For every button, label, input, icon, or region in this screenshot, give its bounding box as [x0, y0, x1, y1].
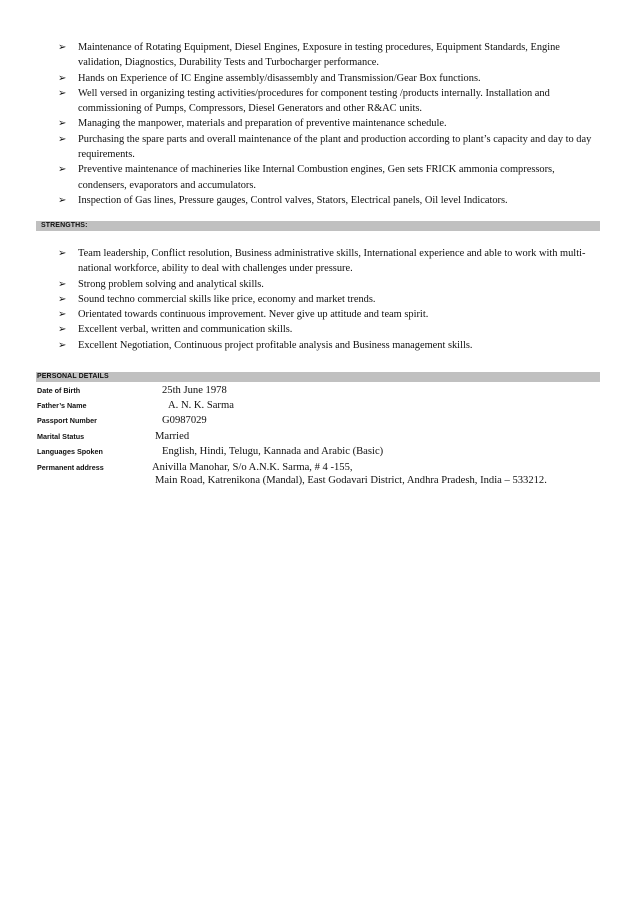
arrow-bullet-icon: ➢	[58, 133, 67, 145]
list-item	[0, 40, 638, 71]
arrow-bullet-icon: ➢	[58, 164, 67, 176]
list-item	[0, 307, 638, 322]
list-item-text: Maintenance of Rotating Equipment, Diesel Engines, Exposure in testing procedures, Equipment Standards, Engine validation, Diagnostics, Durability Tests and Turbocharger performance.	[78, 42, 560, 69]
list-item	[0, 86, 638, 117]
address-line-1: Anivilla Manohar, S/o A.N.K. Sarma, # 4 -155,	[152, 462, 353, 473]
arrow-bullet-icon: ➢	[58, 248, 67, 259]
arrow-bullet-icon: ➢	[58, 194, 67, 206]
arrow-bullet-icon: ➢	[58, 72, 67, 84]
list-item-text: Team leadership, Conflict resolution, Business administrative skills, International experience and able to work with multi-national workforce, ability to deal with challenges under pressure.	[78, 248, 586, 275]
dob-value: 25th June 1978	[162, 385, 227, 396]
arrow-bullet-icon: ➢	[58, 293, 67, 305]
strengths-heading: STRENGTHS:	[41, 222, 88, 229]
address-line-2: Main Road, Katrenikona (Mandal), East Godavari District, Andhra Pradesh, India – 533212.	[155, 475, 547, 486]
passport-value: G0987029	[162, 415, 207, 426]
list-item-text: Strong problem solving and analytical skills.	[78, 278, 264, 290]
list-item	[0, 193, 638, 208]
list-item	[0, 162, 638, 193]
marital-status-label: Marital Status	[37, 432, 85, 441]
list-item	[0, 322, 638, 337]
list-item-text: Excellent verbal, written and communication skills.	[78, 324, 293, 336]
father-name-label: Father’s Name	[37, 401, 87, 410]
list-item	[0, 71, 638, 86]
arrow-bullet-icon: ➢	[58, 339, 67, 351]
father-name-value: A. N. K. Sarma	[168, 400, 234, 411]
marital-status-value: Married	[155, 431, 190, 442]
strengths-heading-bar	[36, 221, 600, 231]
dob-label: Date of Birth	[37, 386, 81, 395]
arrow-bullet-icon: ➢	[58, 87, 67, 99]
list-item-text: Inspection of Gas lines, Pressure gauges, Control valves, Stators, Electrical panels, Oil level Indicators.	[78, 194, 508, 206]
list-item	[0, 246, 638, 277]
list-item-text: Well versed in organizing testing activities/procedures for component testing /products internally. Installation and commissioning of Pumps, Compressors, Diesel Generators and other R&AC units.	[78, 87, 550, 115]
arrow-bullet-icon: ➢	[58, 42, 67, 53]
passport-label: Passport Number	[37, 416, 97, 425]
list-item	[0, 277, 638, 292]
list-item-text: Sound techno commercial skills like price, economy and market trends.	[78, 293, 376, 305]
list-item-text: Excellent Negotiation, Continuous project profitable analysis and Business management skills.	[78, 339, 473, 351]
list-item	[0, 338, 638, 353]
list-item-text: Orientated towards continuous improvement. Never give up attitude and team spirit.	[78, 309, 429, 321]
list-item-text: Preventive maintenance of machineries like Internal Combustion engines, Gen sets FRICK ammonia compressors, condensers, evaporators and accumulators.	[78, 164, 555, 191]
list-item-text: Purchasing the spare parts and overall maintenance of the plant and production according to plant’s capacity and day to day requirements.	[78, 133, 592, 161]
list-item-text: Managing the manpower, materials and preparation of preventive maintenance schedule.	[78, 118, 447, 130]
languages-value: English, Hindi, Telugu, Kannada and Arabic (Basic)	[162, 446, 384, 457]
arrow-bullet-icon: ➢	[58, 324, 67, 336]
list-item	[0, 292, 638, 307]
list-item	[0, 116, 638, 131]
arrow-bullet-icon: ➢	[58, 278, 67, 290]
personal-details-heading-bar	[36, 372, 600, 382]
arrow-bullet-icon: ➢	[58, 309, 67, 321]
strengths-list	[0, 246, 638, 353]
arrow-bullet-icon: ➢	[58, 118, 67, 130]
list-item	[0, 132, 638, 163]
experience-list	[0, 40, 638, 208]
list-item-text: Hands on Experience of IC Engine assembly/disassembly and Transmission/Gear Box functions.	[78, 72, 481, 84]
languages-label: Languages Spoken	[37, 447, 103, 456]
personal-details-heading: PERSONAL DETAILS	[37, 373, 109, 380]
permanent-address-label: Permanent address	[37, 463, 104, 472]
